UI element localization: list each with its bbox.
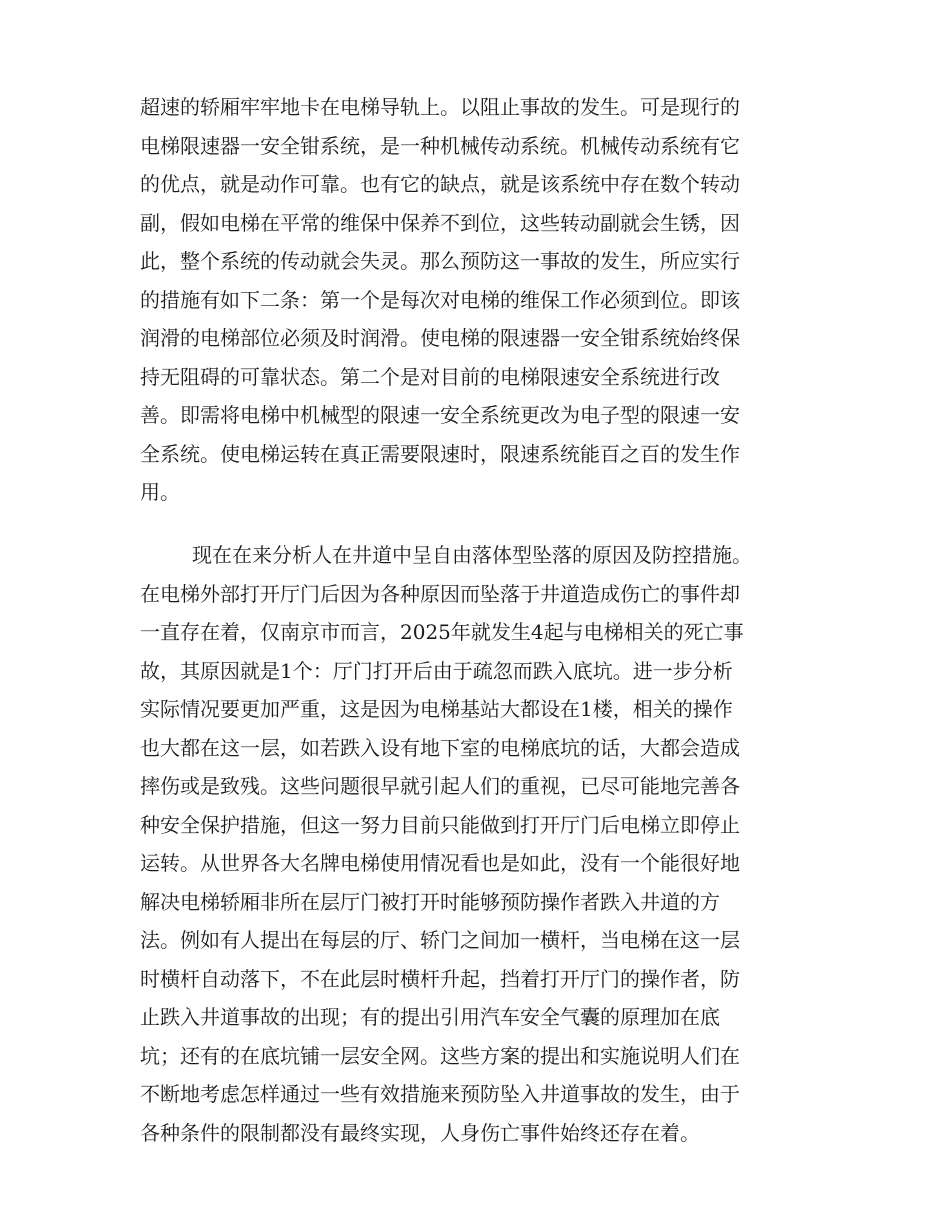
text-line: 用。 xyxy=(140,480,180,504)
text-line: 润滑的电梯部位必须及时润滑。使电梯的限速器一安全钳系统始终保 xyxy=(140,326,740,350)
text-line: 坑；还有的在底坑铺一层安全网。这些方案的提出和实施说明人们在 xyxy=(140,1043,740,1068)
text-line: 全系统。使电梯运转在真正需要限速时，限速系统能百之百的发生作 xyxy=(140,441,740,466)
paragraph-speed-limiter xyxy=(140,88,800,512)
text-line: 善。即需将电梯中机械型的限速一安全系统更改为电子型的限速一安 xyxy=(140,403,740,427)
text-line: 电梯限速器一安全钳系统，是一种机械传动系统。机械传动系统有它 xyxy=(140,133,740,158)
text-line: 法。例如有人提出在每层的厅、轿门之间加一横杆，当电梯在这一层 xyxy=(140,928,740,952)
text-line-indented: 现在在来分析人在井道中呈自由落体型坠落的原因及防控措施。 xyxy=(192,543,752,567)
text-line: 的措施有如下二条：第一个是每次对电梯的维保工作必须到位。即该 xyxy=(140,287,740,312)
text-line: 解决电梯轿厢非所在层厅门被打开时能够预防操作者跌入井道的方 xyxy=(140,889,720,914)
text-line: 一直存在着，仅南京市而言，2025年就发生4起与电梯相关的死亡事 xyxy=(140,620,744,644)
text-line: 运转。从世界各大名牌电梯使用情况看也是如此，没有一个能很好地 xyxy=(140,851,740,875)
text-line: 止跌入井道事故的出现；有的提出引用汽车安全气囊的原理加在底 xyxy=(140,1005,720,1029)
text-line: 摔伤或是致残。这些问题很早就引起人们的重视，已尽可能地完善各 xyxy=(140,774,740,798)
text-line: 持无阻碍的可靠状态。第二个是对目前的电梯限速安全系统进行改 xyxy=(140,364,720,389)
text-line: 种安全保护措施，但这一努力目前只能做到打开厅门后电梯立即停止 xyxy=(140,812,740,837)
text-line: 副，假如电梯在平常的维保中保养不到位，这些转动副就会生锈，因 xyxy=(140,210,740,235)
text-line: 超速的轿厢牢牢地卡在电梯导轨上。以阻止事故的发生。可是现行的 xyxy=(140,95,740,119)
text-line: 各种条件的限制都没有最终实现，人身伤亡事件始终还存在着。 xyxy=(140,1120,700,1145)
text-line: 此，整个系统的传动就会失灵。那么预防这一事故的发生，所应实行 xyxy=(140,249,740,273)
text-line: 的优点，就是动作可靠。也有它的缺点，就是该系统中存在数个转动 xyxy=(140,172,740,196)
text-line: 在电梯外部打开厅门后因为各种原因而坠落于井道造成伤亡的事件却 xyxy=(140,581,740,606)
text-line: 不断地考虑怎样通过一些有效措施来预防坠入井道事故的发生，由于 xyxy=(140,1082,740,1106)
paragraph-shaft-fall xyxy=(140,536,800,1152)
text-line: 时横杆自动落下，不在此层时横杆升起，挡着打开厅门的操作者，防 xyxy=(140,966,740,991)
text-line: 实际情况要更加严重，这是因为电梯基站大都设在1楼，相关的操作 xyxy=(140,697,733,721)
text-line: 也大都在这一层，如若跌入设有地下室的电梯底坑的话，大都会造成 xyxy=(140,735,740,760)
text-line: 故，其原因就是1个：厅门打开后由于疏忽而跌入底坑。进一步分析 xyxy=(140,658,733,683)
